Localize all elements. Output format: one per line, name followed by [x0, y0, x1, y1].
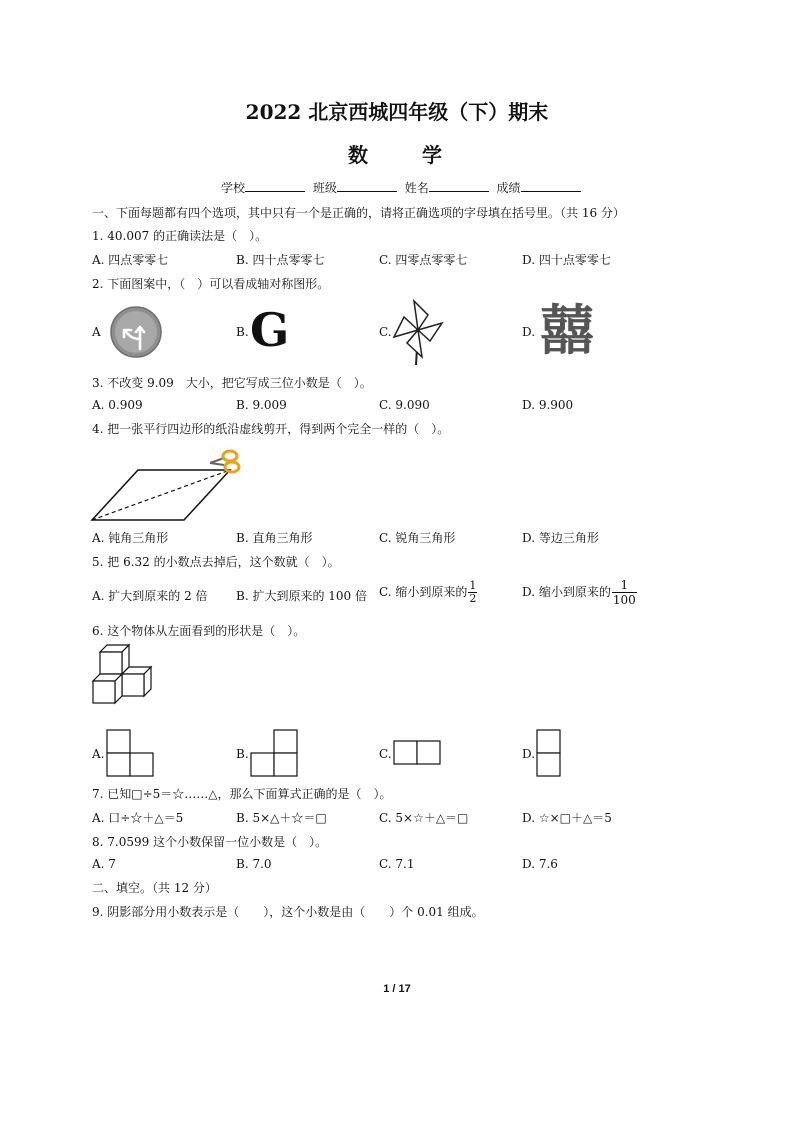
q6-shape-a — [106, 729, 154, 777]
q6-shape-b — [250, 729, 298, 777]
subject-char-1: 数 — [348, 143, 372, 167]
fraction-denominator: 100 — [612, 593, 636, 607]
q1-option-a: A. 四点零零七 — [92, 253, 169, 267]
name-blank[interactable] — [429, 180, 489, 192]
score-label: 成绩 — [496, 181, 521, 195]
q4-option-c: C. 锐角三角形 — [379, 531, 456, 545]
q6-option-d: D. — [522, 747, 536, 761]
q4-option-a: A. 钝角三角形 — [92, 531, 169, 545]
section1-heading: 一、下面每题都有四个选项，其中只有一个是正确的，请将正确选项的字母填在括号里。（共 16 分） — [92, 206, 625, 220]
q3-option-b: B. 9.009 — [236, 398, 287, 412]
school-label: 学校 — [221, 181, 246, 195]
q4-option-b: B. 直角三角形 — [236, 531, 313, 545]
q6-option-a: A. — [92, 747, 105, 761]
class-blank[interactable] — [337, 180, 397, 192]
fraction-denominator: 2 — [469, 592, 477, 605]
name-label: 姓名 — [404, 181, 429, 195]
school-blank[interactable] — [245, 180, 305, 192]
q5-stem: 5. 把 6.32 的小数点去掉后，这个数就（ ）。 — [92, 555, 340, 569]
q7-stem: 7. 已知□÷5＝☆……△，那么下面算式正确的是（ ）。 — [92, 787, 392, 801]
pinwheel-icon — [392, 297, 444, 367]
q2-option-a: A — [92, 325, 101, 339]
q3-option-a: A. 0.909 — [92, 398, 143, 412]
q7-option-d: D. ☆×□＋△＝5 — [522, 811, 612, 825]
q9-stem: 9. 阴影部分用小数表示是（ ），这个小数是由（ ）个 0.01 组成。 — [92, 905, 484, 919]
subject-char-2: 学 — [422, 143, 446, 167]
score-blank[interactable] — [521, 180, 581, 192]
q6-stem: 6. 这个物体从左面看到的形状是（ ）。 — [92, 624, 306, 638]
page-number: 1 / 17 — [383, 983, 411, 995]
double-happiness-icon: 囍 — [540, 298, 594, 362]
q8-option-b: B. 7.0 — [236, 857, 272, 871]
page-title: 2022 北京西城四年级（下）期末 — [245, 100, 549, 124]
class-label: 班级 — [312, 181, 337, 195]
letter-g-icon: G — [250, 303, 290, 357]
q3-option-c: C. 9.090 — [379, 398, 430, 412]
q8-option-a: A. 7 — [92, 857, 116, 871]
q1-option-c: C. 四零点零零七 — [379, 253, 468, 267]
q1-option-d: D. 四十点零零七 — [522, 253, 611, 267]
fraction-one-half — [468, 580, 477, 605]
q6-shape-d — [536, 729, 562, 777]
q5-option-c-text: C. 缩小到原来的 — [379, 585, 468, 599]
q5-option-c — [379, 580, 477, 605]
q3-stem: 3. 不改变 9.09 大小，把它写成三位小数是（ ）。 — [92, 376, 372, 390]
q7-option-b: B. 5×△＋☆＝□ — [236, 811, 327, 825]
fraction-numerator: 1 — [612, 578, 637, 593]
q6-option-c: C. — [379, 747, 392, 761]
q5-option-d — [522, 578, 637, 607]
q8-option-c: C. 7.1 — [379, 857, 415, 871]
q6-shape-c — [393, 740, 441, 766]
q4-option-d: D. 等边三角形 — [522, 531, 599, 545]
q7-option-a: A. 口÷☆＋△＝5 — [92, 811, 184, 825]
q2-option-c: C. — [379, 325, 392, 339]
q5-option-a: A. 扩大到原来的 2 倍 — [92, 589, 208, 603]
fraction-numerator: 1 — [469, 579, 477, 592]
cube-stack-figure — [90, 643, 154, 703]
subject-title — [0, 139, 794, 168]
q4-stem: 4. 把一张平行四边形的纸沿虚线剪开，得到两个完全一样的（ ）。 — [92, 422, 450, 436]
section2-heading: 二、填空。（共 12 分） — [92, 881, 217, 895]
q5-option-d-text: D. 缩小到原来的 — [522, 585, 611, 599]
info-line — [221, 179, 585, 196]
fraction-one-hundredth — [612, 578, 637, 607]
q7-option-c: C. 5×☆＋△＝□ — [379, 811, 469, 825]
q6-option-b: B. — [236, 747, 249, 761]
q5-option-b: B. 扩大到原来的 100 倍 — [236, 589, 367, 603]
q1-option-b: B. 四十点零零七 — [236, 253, 325, 267]
q2-option-d: D. — [522, 325, 536, 339]
scissors-icon — [208, 448, 242, 474]
q2-option-b: B. — [236, 325, 249, 339]
q8-option-d: D. 7.6 — [522, 857, 558, 871]
turn-sign-icon — [109, 305, 163, 359]
q3-option-d: D. 9.900 — [522, 398, 574, 412]
q2-stem: 2. 下面图案中，（ ）可以看成轴对称图形。 — [92, 277, 330, 291]
q1-stem: 1. 40.007 的正确读法是（ ）。 — [92, 229, 268, 243]
q8-stem: 8. 7.0599 这个小数保留一位小数是（ ）。 — [92, 835, 328, 849]
